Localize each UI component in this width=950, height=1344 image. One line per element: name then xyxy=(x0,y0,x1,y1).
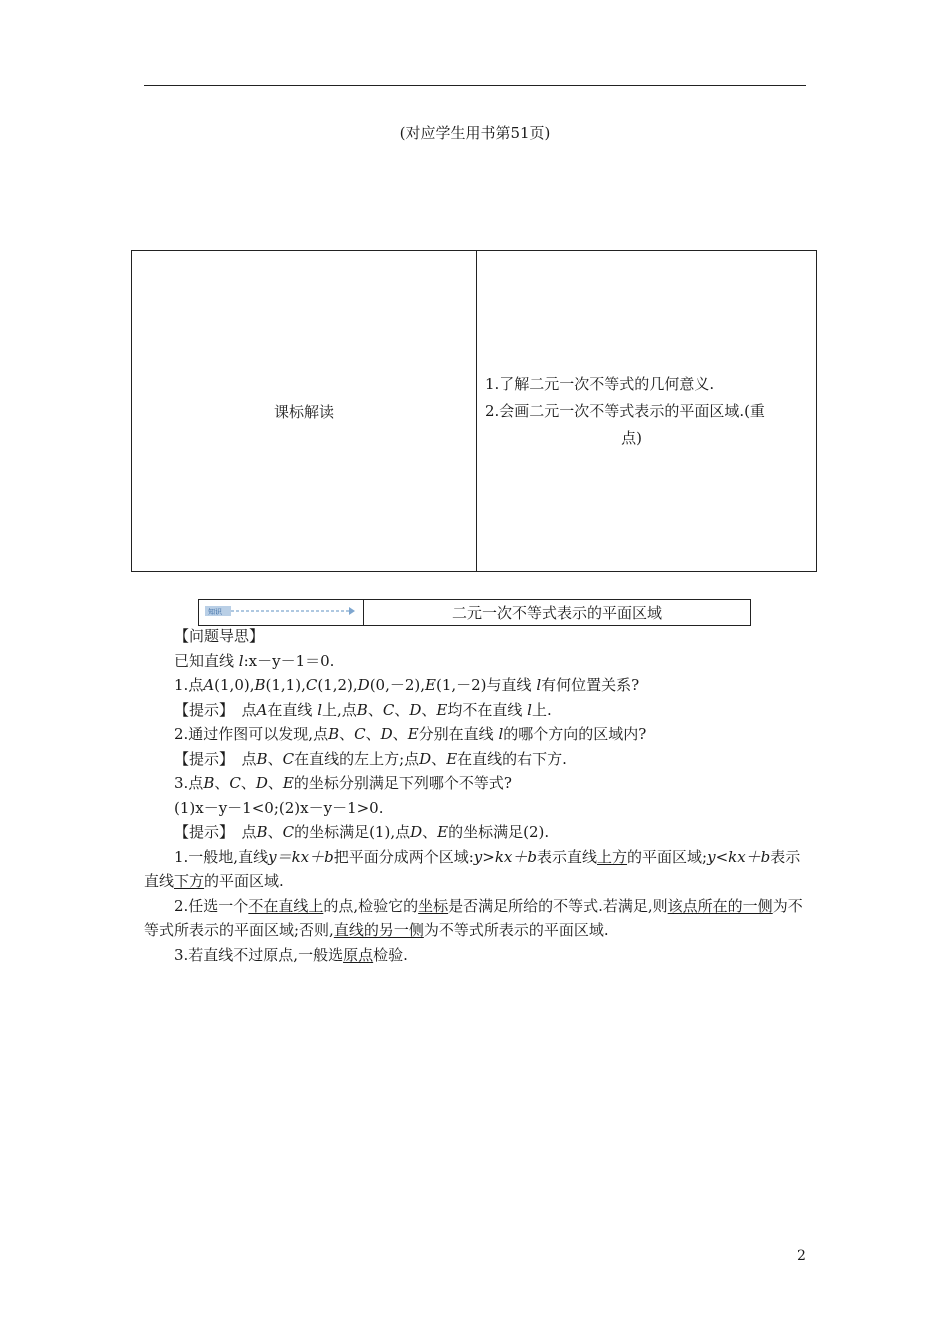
objective-2: 2.会画二元一次不等式表示的平面区域.(重 xyxy=(485,401,765,420)
section-title: 二元一次不等式表示的平面区域 xyxy=(451,604,662,622)
objectives-label: 课标解读 xyxy=(273,402,334,421)
header-rule xyxy=(144,85,806,86)
hint-2: 【提示】 点B、C在直线的左上方;点D、E在直线的右下方. xyxy=(174,749,567,768)
question-2: 2.通过作图可以发现,点B、C、D、E分别在直线 l的哪个方向的区域内? xyxy=(174,725,647,743)
objectives-label-cell xyxy=(132,251,477,571)
question-1: 1.点A(1,0),B(1,1),C(1,2),D(0,－2),E(1,－2)与直线 l有何位置关系? xyxy=(174,676,640,694)
section-icon-cell xyxy=(199,600,364,625)
section-icon-text: 知识 xyxy=(208,608,222,616)
rule-1: 1.一般地,直线y＝kx＋b把平面分成两个区域:y>kx＋b表示直线上方的平面区域;y<kx＋b表示直线下方的平面区域. xyxy=(144,847,801,890)
known-line: 已知直线 l:x－y－1＝0. xyxy=(174,651,335,670)
section-header xyxy=(198,599,751,626)
knowledge-arrow-icon xyxy=(205,605,355,617)
rule-3: 3.若直线不过原点,一般选原点检验. xyxy=(174,945,408,964)
page-number: 2 xyxy=(797,1248,806,1264)
page-reference: (对应学生用书第51页) xyxy=(399,124,551,142)
objectives-content-cell xyxy=(477,251,816,571)
section-title-cell xyxy=(364,600,750,625)
objectives-table xyxy=(131,250,817,572)
question-3: 3.点B、C、D、E的坐标分别满足下列哪个不等式? xyxy=(174,774,512,792)
objective-1: 1.了解二元一次不等式的几何意义. xyxy=(485,374,715,393)
hint-1: 【提示】 点A在直线 l上,点B、C、D、E均不在直线 l上. xyxy=(174,700,552,719)
question-3-options: (1)x－y－1<0;(2)x－y－1>0. xyxy=(174,798,384,817)
rule-2: 2.任选一个不在直线上的点,检验它的坐标是否满足所给的不等式.若满足,则该点所在的一侧为不等式所表示的平面区域;否则,直线的另一侧为不等式所表示的平面区域. xyxy=(144,896,803,939)
hint-3: 【提示】 点B、C的坐标满足(1),点D、E的坐标满足(2). xyxy=(174,823,550,841)
main-content xyxy=(144,624,808,967)
objective-2-tail: 点) xyxy=(621,428,642,447)
guide-heading: 【问题导思】 xyxy=(174,627,265,645)
